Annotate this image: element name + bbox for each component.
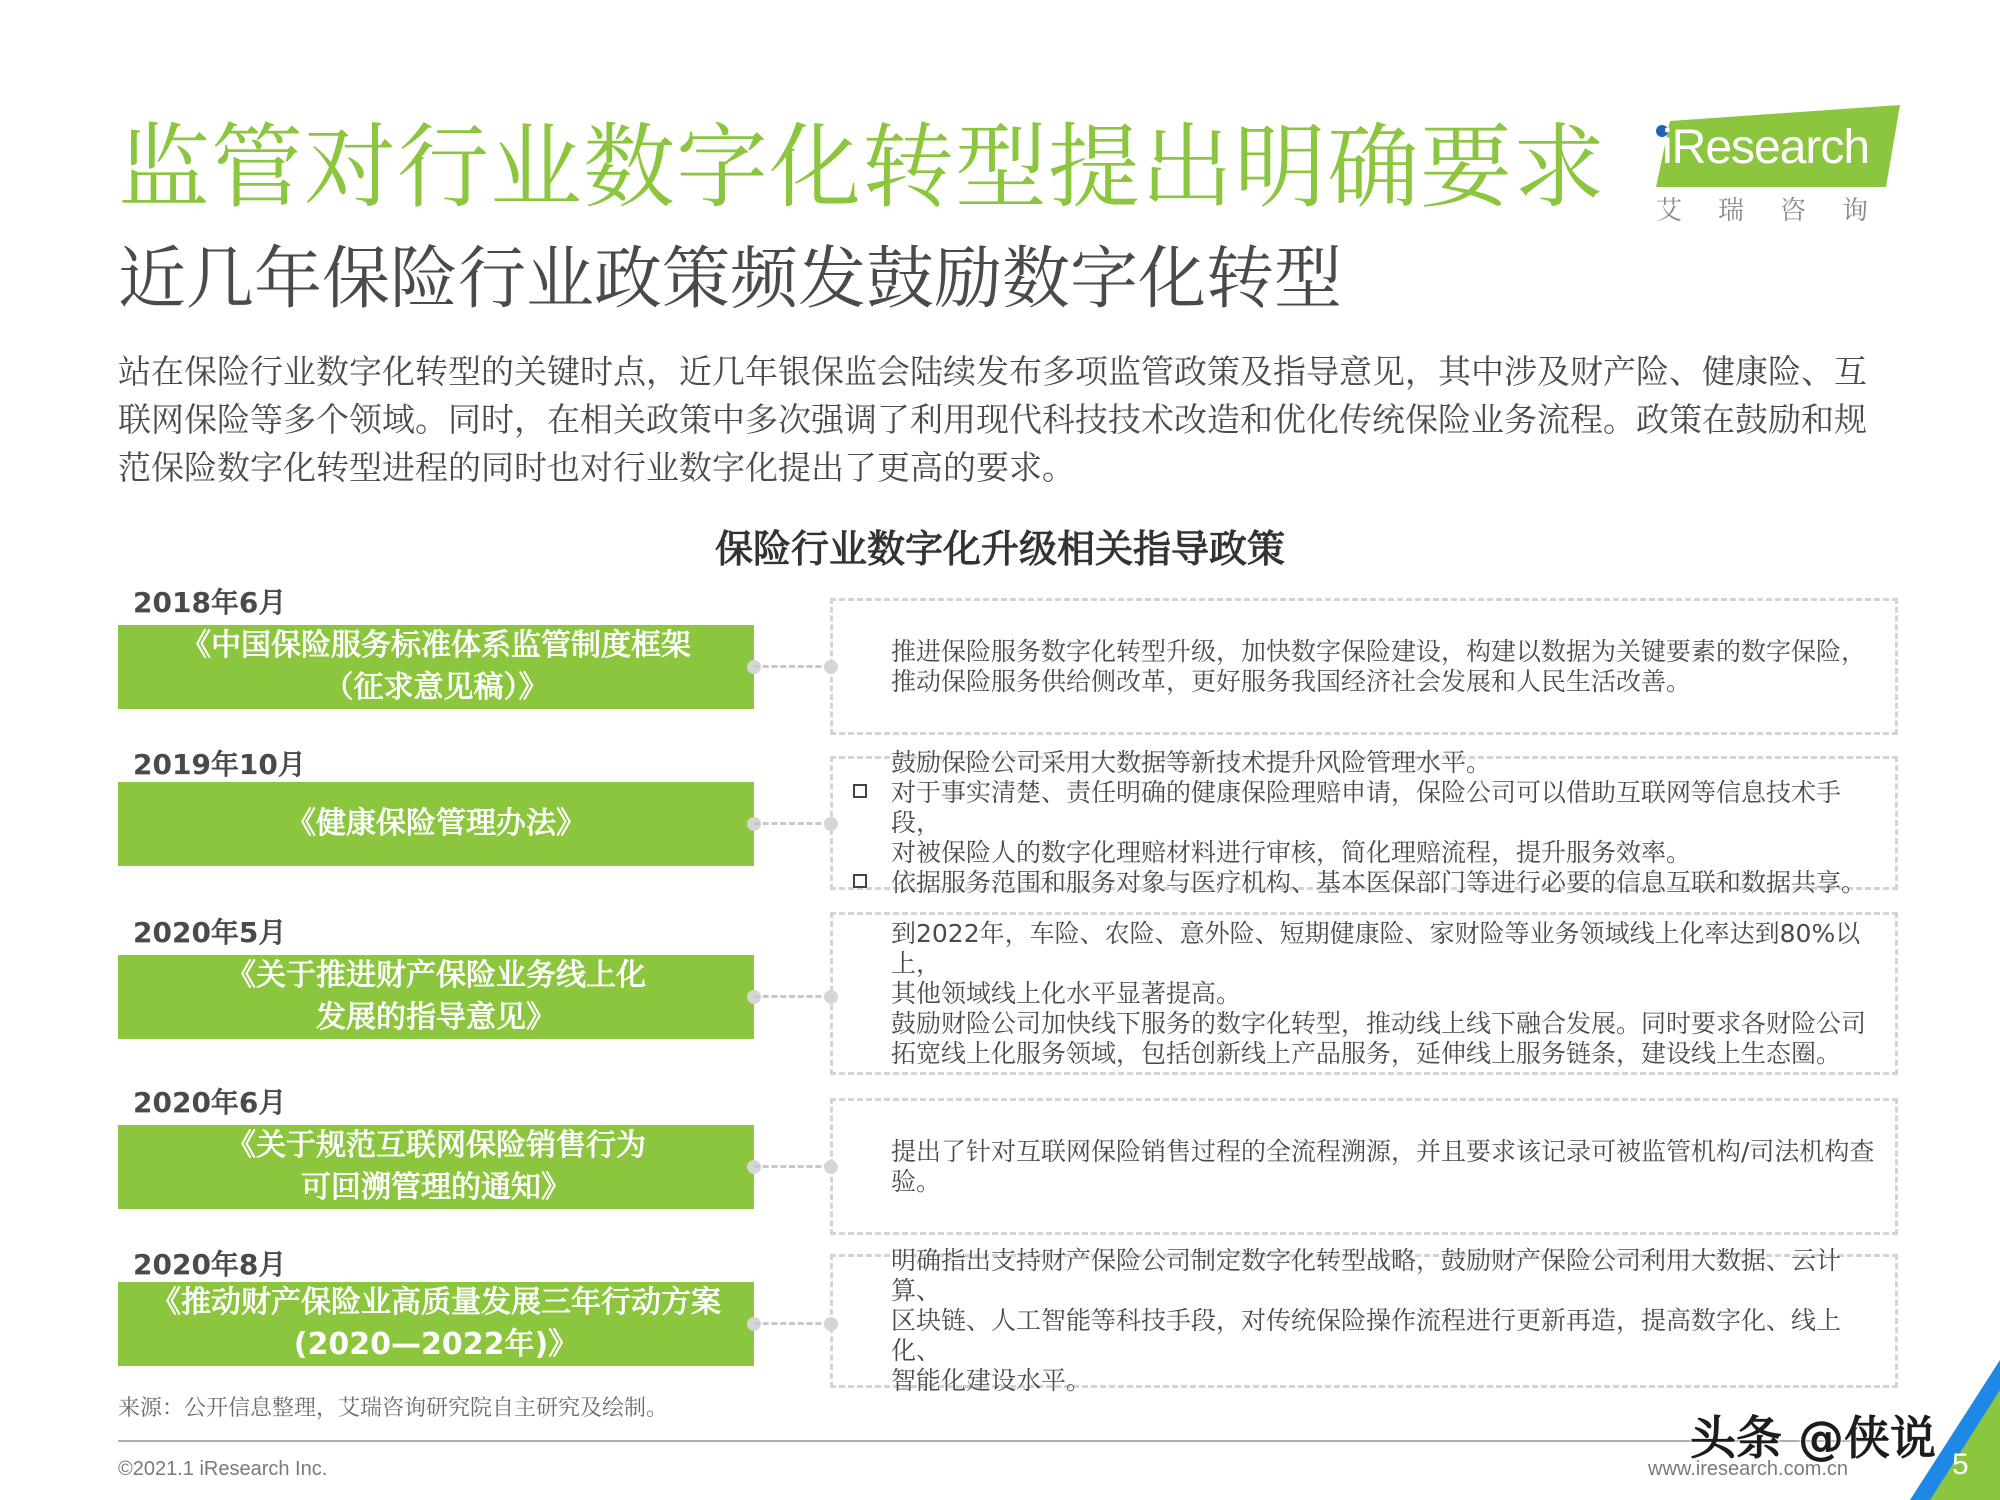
policy-name-line: （征求意见稿）》 <box>323 670 549 705</box>
page-subtitle: 近几年保险行业政策频发鼓励数字化转型 <box>118 240 1343 319</box>
description-line: 明确指出支持财产保险公司制定数字化转型战略，鼓励财产保险公司利用大数据、云计算、 <box>891 1246 1842 1305</box>
policy-name-line: 《关于推进财产保险业务线上化 <box>226 958 646 993</box>
policy-name-box <box>118 1125 754 1209</box>
policy-name-line: 《关于规范互联网保险销售行为 <box>226 1128 646 1163</box>
description-line: 鼓励财险公司加快线下服务的数字化转型，推动线上线下融合发展。同时要求各财险公司 <box>891 1008 1867 1038</box>
website-link[interactable]: www.iresearch.com.cn <box>1648 1458 1849 1480</box>
description-bullet-item <box>891 778 1885 838</box>
description-line: 其他领域线上化水平显著提高。 <box>891 978 1242 1008</box>
intro-paragraph: 站在保险行业数字化转型的关键时点，近几年银保监会陆续发布多项监管政策及指导意见，其中涉及财产险、健康险、互联网保险等多个领域。同时，在相关政策中多次强调了利用现代科技技术改造和优化传统保险业务流程。政策在鼓励和规范保险数字化转型进程的同时也对行业数字化提出了更高的要求。 <box>118 352 1867 487</box>
policy-description-box <box>830 748 1898 897</box>
connector-line <box>754 665 830 670</box>
policy-name-line: 发展的指导意见》 <box>316 1000 556 1035</box>
description-line: 鼓励保险公司采用大数据等新技术提升风险管理水平。 <box>891 748 1492 777</box>
description-line: 对于事实清楚、责任明确的健康保险理赔申请，保险公司可以借助互联网等信息技术手段， <box>891 778 1842 837</box>
description-line: 推进保险服务数字化转型升级，加快数字保险建设，构建以数据为关键要素的数字保险， <box>891 636 1867 666</box>
logo-chinese-name: 艾瑞咨询 <box>1656 196 1905 226</box>
square-bullet-icon <box>853 874 867 888</box>
connector-line <box>754 995 830 1000</box>
description-line: 智能化建设水平。 <box>891 1366 1092 1395</box>
policy-description-box <box>830 1246 1898 1395</box>
copyright-text: ©2021.1 iResearch Inc. <box>118 1458 328 1480</box>
policy-description-box <box>830 912 1898 1075</box>
policy-name-line: 《推动财产保险业高质量发展三年行动方案 <box>151 1285 721 1320</box>
page-number: 5 <box>1952 1448 1969 1481</box>
policy-name-line: 《中国保险服务标准体系监管制度框架 <box>181 628 691 663</box>
description-line: 到2022年，车险、农险、意外险、短期健康险、家财险等业务领域线上化率达到80%以上， <box>891 918 1861 978</box>
policy-date: 2020年5月 <box>133 916 287 949</box>
description-bullet-item <box>891 868 1885 898</box>
policy-name-box <box>118 782 754 866</box>
connector-line <box>754 822 830 827</box>
policy-name-box <box>118 625 754 709</box>
policy-date: 2018年6月 <box>133 586 287 619</box>
iresearch-logo <box>1650 105 1905 235</box>
page-title: 监管对行业数字化转型提出明确要求 <box>118 114 1607 221</box>
description-line: 验。 <box>891 1166 942 1196</box>
policy-name-line: 可回溯管理的通知》 <box>301 1170 571 1205</box>
policy-date: 2020年6月 <box>133 1086 287 1119</box>
section-title: 保险行业数字化升级相关指导政策 <box>714 527 1285 571</box>
logo-wordmark: iResearch <box>1662 121 1870 174</box>
description-line: 区块链、人工智能等科技手段，对传统保险操作流程进行更新再造，提高数字化、线上化、 <box>891 1306 1842 1365</box>
connector-line <box>754 1322 830 1327</box>
policy-description-box <box>830 1098 1898 1235</box>
description-line: 依据服务范围和服务对象与医疗机构、基本医保部门等进行必要的信息互联和数据共享。 <box>891 868 1867 897</box>
policy-name-line: 《健康保险管理办法》 <box>286 806 586 841</box>
policy-description-box <box>830 598 1898 735</box>
description-line: 推动保险服务供给侧改革，更好服务我国经济社会发展和人民生活改善。 <box>891 666 1692 696</box>
description-line: 提出了针对互联网保险销售过程的全流程溯源，并且要求该记录可被监管机构/司法机构查 <box>891 1136 1875 1166</box>
description-line: 对被保险人的数字化理赔材料进行审核，简化理赔流程，提升服务效率。 <box>891 838 1692 867</box>
square-bullet-icon <box>853 784 867 798</box>
policy-date: 2019年10月 <box>133 748 306 781</box>
description-line: 拓宽线上化服务领域，包括创新线上产品服务，延伸线上服务链条，建设线上生态圈。 <box>891 1038 1842 1068</box>
watermark-text: 头条 @侠说 <box>1690 1411 1937 1465</box>
policy-date: 2020年8月 <box>133 1248 287 1281</box>
source-note: 来源：公开信息整理，艾瑞咨询研究院自主研究及绘制。 <box>118 1396 669 1421</box>
policy-name-box <box>118 955 754 1039</box>
policy-name-box <box>118 1282 754 1366</box>
policy-name-line: (2020—2022年)》 <box>293 1327 579 1362</box>
footer-divider <box>118 1440 1878 1442</box>
connector-line <box>754 1165 830 1170</box>
